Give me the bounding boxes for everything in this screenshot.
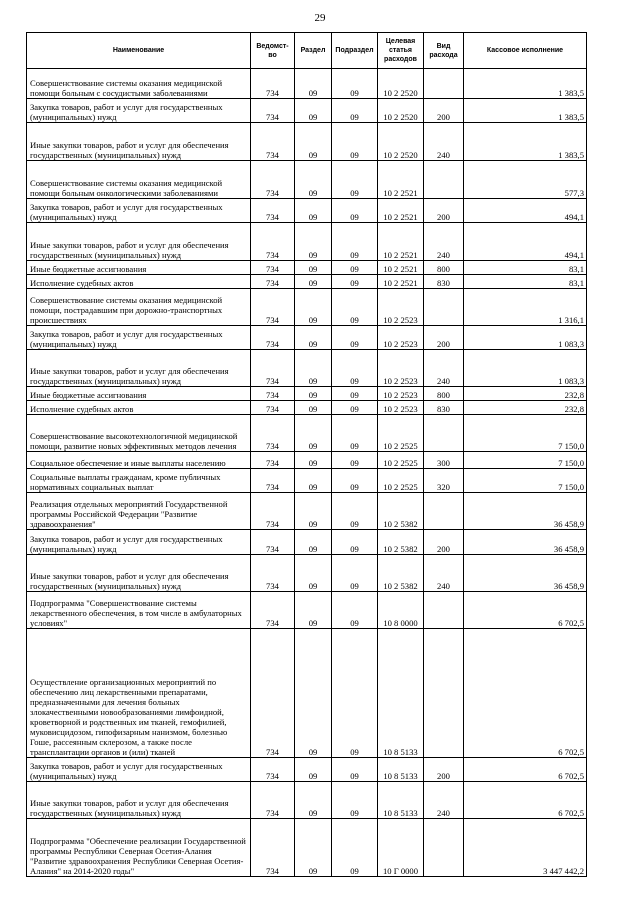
row-name: Совершенствование системы оказания медицинской помощи больным с сосудистыми заболеваниями — [27, 69, 251, 99]
row-expense-type — [424, 819, 464, 877]
table-row — [27, 401, 587, 415]
row-name: Иные бюджетные ассигнования — [27, 261, 251, 275]
row-execution: 36 458,9 — [464, 530, 587, 555]
row-section: 09 — [295, 161, 332, 199]
row-section: 09 — [295, 819, 332, 877]
table-row — [27, 275, 587, 289]
row-execution: 6 702,5 — [464, 629, 587, 758]
row-expense-type — [424, 289, 464, 326]
table-row — [27, 629, 587, 758]
row-section: 09 — [295, 387, 332, 401]
row-expense-type — [424, 629, 464, 758]
row-ministry: 734 — [251, 289, 295, 326]
row-ministry: 734 — [251, 782, 295, 819]
table-row — [27, 555, 587, 592]
row-ministry: 734 — [251, 629, 295, 758]
row-target: 10 2 2523 — [378, 289, 424, 326]
table-row — [27, 326, 587, 350]
row-expense-type: 200 — [424, 326, 464, 350]
row-execution: 1 316,1 — [464, 289, 587, 326]
table-row — [27, 161, 587, 199]
row-section: 09 — [295, 223, 332, 261]
row-subsection: 09 — [332, 123, 378, 161]
table-row — [27, 261, 587, 275]
row-name: Иные бюджетные ассигнования — [27, 387, 251, 401]
row-subsection: 09 — [332, 819, 378, 877]
page-number: 29 — [314, 12, 326, 24]
row-expense-type: 200 — [424, 199, 464, 223]
table-row — [27, 123, 587, 161]
row-section: 09 — [295, 350, 332, 387]
row-subsection: 09 — [332, 592, 378, 629]
row-target: 10 2 2523 — [378, 387, 424, 401]
header-expense-type: Вид расхода — [424, 33, 464, 69]
row-name: Подпрограмма "Совершенствование системы лекарственного обеспечения, в том числе в амбулаторных условиях" — [27, 592, 251, 629]
row-ministry: 734 — [251, 223, 295, 261]
row-execution: 3 447 442,2 — [464, 819, 587, 877]
row-ministry: 734 — [251, 199, 295, 223]
row-execution: 1 383,5 — [464, 123, 587, 161]
row-target: 10 8 5133 — [378, 629, 424, 758]
row-execution: 494,1 — [464, 199, 587, 223]
row-expense-type — [424, 69, 464, 99]
header-name: Наименование — [27, 33, 251, 69]
table-row — [27, 350, 587, 387]
row-subsection: 09 — [332, 199, 378, 223]
row-expense-type: 200 — [424, 99, 464, 123]
row-subsection: 09 — [332, 99, 378, 123]
row-name: Совершенствование высокотехнологичной медицинской помощи, развитие новых эффективных методов лечения — [27, 415, 251, 452]
row-target: 10 8 5133 — [378, 758, 424, 782]
row-section: 09 — [295, 758, 332, 782]
row-ministry: 734 — [251, 555, 295, 592]
row-execution: 83,1 — [464, 261, 587, 275]
row-execution: 36 458,9 — [464, 555, 587, 592]
row-target: 10 2 2521 — [378, 199, 424, 223]
row-target: 10 Г 0000 — [378, 819, 424, 877]
row-execution: 494,1 — [464, 223, 587, 261]
row-name: Закупка товаров, работ и услуг для государственных (муниципальных) нужд — [27, 326, 251, 350]
row-ministry: 734 — [251, 401, 295, 415]
row-name: Закупка товаров, работ и услуг для государственных (муниципальных) нужд — [27, 199, 251, 223]
row-subsection: 09 — [332, 493, 378, 530]
row-execution: 7 150,0 — [464, 469, 587, 493]
row-ministry: 734 — [251, 326, 295, 350]
row-subsection: 09 — [332, 530, 378, 555]
row-section: 09 — [295, 199, 332, 223]
row-ministry: 734 — [251, 452, 295, 469]
row-ministry: 734 — [251, 350, 295, 387]
row-name: Закупка товаров, работ и услуг для государственных (муниципальных) нужд — [27, 758, 251, 782]
row-section: 09 — [295, 261, 332, 275]
table-row — [27, 493, 587, 530]
row-expense-type — [424, 161, 464, 199]
row-execution: 1 083,3 — [464, 326, 587, 350]
row-expense-type: 800 — [424, 261, 464, 275]
table-row — [27, 782, 587, 819]
row-target: 10 2 2521 — [378, 275, 424, 289]
table-row — [27, 469, 587, 493]
row-expense-type: 830 — [424, 275, 464, 289]
table-row — [27, 452, 587, 469]
row-ministry: 734 — [251, 530, 295, 555]
row-subsection: 09 — [332, 629, 378, 758]
row-section: 09 — [295, 452, 332, 469]
row-subsection: 09 — [332, 261, 378, 275]
row-execution: 577,3 — [464, 161, 587, 199]
row-name: Исполнение судебных актов — [27, 275, 251, 289]
row-execution: 232,8 — [464, 401, 587, 415]
row-subsection: 09 — [332, 401, 378, 415]
row-name: Совершенствование системы оказания медицинской помощи, пострадавшим при дорожно-транспортных происшествиях — [27, 289, 251, 326]
table-row — [27, 415, 587, 452]
table-row — [27, 819, 587, 877]
table-row — [27, 289, 587, 326]
row-target: 10 2 2525 — [378, 469, 424, 493]
row-section: 09 — [295, 275, 332, 289]
row-section: 09 — [295, 326, 332, 350]
row-ministry: 734 — [251, 758, 295, 782]
row-target: 10 2 5382 — [378, 530, 424, 555]
row-subsection: 09 — [332, 326, 378, 350]
row-section: 09 — [295, 782, 332, 819]
row-subsection: 09 — [332, 289, 378, 326]
table-header-row — [27, 33, 587, 69]
row-expense-type: 200 — [424, 758, 464, 782]
row-target: 10 8 0000 — [378, 592, 424, 629]
row-name: Социальное обеспечение и иные выплаты населению — [27, 452, 251, 469]
budget-table — [26, 32, 587, 877]
row-target: 10 2 2520 — [378, 123, 424, 161]
row-subsection: 09 — [332, 555, 378, 592]
row-section: 09 — [295, 629, 332, 758]
table-row — [27, 758, 587, 782]
row-target: 10 2 5382 — [378, 555, 424, 592]
row-ministry: 734 — [251, 275, 295, 289]
row-name: Подпрограмма "Обеспечение реализации Государственной программы Республики Северная Осетия-Алания "Развитие здравоохранения Республики Северная Осетия-Алания" на 2014-2020 годы" — [27, 819, 251, 877]
row-target: 10 2 2521 — [378, 161, 424, 199]
header-execution: Кассовое исполнение — [464, 33, 587, 69]
row-target: 10 2 2523 — [378, 401, 424, 415]
row-target: 10 2 2520 — [378, 69, 424, 99]
table-row — [27, 199, 587, 223]
table-row — [27, 592, 587, 629]
row-section: 09 — [295, 493, 332, 530]
row-target: 10 2 5382 — [378, 493, 424, 530]
row-section: 09 — [295, 555, 332, 592]
row-execution: 83,1 — [464, 275, 587, 289]
row-name: Закупка товаров, работ и услуг для государственных (муниципальных) нужд — [27, 530, 251, 555]
row-name: Осуществление организационных мероприятий по обеспечению лиц лекарственными препаратами, предназначенными для лечения больных злокачественными новообразованиями лимфоидной, кроветворной и родственных им тканей, гемофилией, муковисцидозом, гипофизарным нанизмом, болезнью Гоше, рассеянным склерозом, а также после трансплантации органов и (или) тканей — [27, 629, 251, 758]
row-section: 09 — [295, 123, 332, 161]
row-expense-type: 200 — [424, 530, 464, 555]
row-name: Иные закупки товаров, работ и услуг для обеспечения государственных (муниципальных) нужд — [27, 555, 251, 592]
table-row — [27, 223, 587, 261]
row-subsection: 09 — [332, 275, 378, 289]
row-execution: 6 702,5 — [464, 782, 587, 819]
row-expense-type: 240 — [424, 350, 464, 387]
row-expense-type: 830 — [424, 401, 464, 415]
row-expense-type: 300 — [424, 452, 464, 469]
row-target: 10 2 2525 — [378, 415, 424, 452]
row-section: 09 — [295, 401, 332, 415]
row-section: 09 — [295, 469, 332, 493]
row-target: 10 2 2525 — [378, 452, 424, 469]
row-subsection: 09 — [332, 452, 378, 469]
row-name: Реализация отдельных мероприятий Государственной программы Российской Федерации "Развитие здравоохранения" — [27, 493, 251, 530]
row-ministry: 734 — [251, 387, 295, 401]
row-ministry: 734 — [251, 493, 295, 530]
row-ministry: 734 — [251, 469, 295, 493]
row-expense-type: 240 — [424, 782, 464, 819]
row-ministry: 734 — [251, 819, 295, 877]
row-expense-type: 240 — [424, 555, 464, 592]
row-target: 10 2 2523 — [378, 350, 424, 387]
row-name: Иные закупки товаров, работ и услуг для обеспечения государственных (муниципальных) нужд — [27, 123, 251, 161]
header-target: Целевая статья расходов — [378, 33, 424, 69]
row-section: 09 — [295, 592, 332, 629]
row-expense-type — [424, 592, 464, 629]
row-subsection: 09 — [332, 758, 378, 782]
header-subsection: Подраздел — [332, 33, 378, 69]
row-execution: 7 150,0 — [464, 415, 587, 452]
row-execution: 1 383,5 — [464, 69, 587, 99]
row-name: Иные закупки товаров, работ и услуг для обеспечения государственных (муниципальных) нужд — [27, 350, 251, 387]
row-section: 09 — [295, 415, 332, 452]
header-section: Раздел — [295, 33, 332, 69]
table-row — [27, 530, 587, 555]
row-target: 10 2 2520 — [378, 99, 424, 123]
row-ministry: 734 — [251, 99, 295, 123]
row-ministry: 734 — [251, 123, 295, 161]
row-expense-type: 240 — [424, 123, 464, 161]
row-execution: 36 458,9 — [464, 493, 587, 530]
row-subsection: 09 — [332, 69, 378, 99]
row-ministry: 734 — [251, 161, 295, 199]
row-name: Иные закупки товаров, работ и услуг для обеспечения государственных (муниципальных) нужд — [27, 782, 251, 819]
row-execution: 1 083,3 — [464, 350, 587, 387]
row-subsection: 09 — [332, 223, 378, 261]
row-section: 09 — [295, 289, 332, 326]
row-ministry: 734 — [251, 261, 295, 275]
row-subsection: 09 — [332, 782, 378, 819]
row-subsection: 09 — [332, 415, 378, 452]
row-target: 10 2 2521 — [378, 261, 424, 275]
row-execution: 232,8 — [464, 387, 587, 401]
row-ministry: 734 — [251, 415, 295, 452]
row-name: Закупка товаров, работ и услуг для государственных (муниципальных) нужд — [27, 99, 251, 123]
row-target: 10 2 2523 — [378, 326, 424, 350]
row-name: Совершенствование системы оказания медицинской помощи больным онкологическими заболеваниями — [27, 161, 251, 199]
row-section: 09 — [295, 69, 332, 99]
row-subsection: 09 — [332, 387, 378, 401]
row-name: Социальные выплаты гражданам, кроме публичных нормативных социальных выплат — [27, 469, 251, 493]
table-row — [27, 69, 587, 99]
row-name: Иные закупки товаров, работ и услуг для обеспечения государственных (муниципальных) нужд — [27, 223, 251, 261]
row-subsection: 09 — [332, 469, 378, 493]
row-expense-type: 240 — [424, 223, 464, 261]
table-row — [27, 99, 587, 123]
row-execution: 6 702,5 — [464, 592, 587, 629]
row-section: 09 — [295, 530, 332, 555]
row-subsection: 09 — [332, 350, 378, 387]
row-expense-type — [424, 493, 464, 530]
row-target: 10 2 2521 — [378, 223, 424, 261]
row-ministry: 734 — [251, 592, 295, 629]
row-target: 10 8 5133 — [378, 782, 424, 819]
row-execution: 7 150,0 — [464, 452, 587, 469]
row-name: Исполнение судебных актов — [27, 401, 251, 415]
row-section: 09 — [295, 99, 332, 123]
row-ministry: 734 — [251, 69, 295, 99]
row-subsection: 09 — [332, 161, 378, 199]
row-execution: 1 383,5 — [464, 99, 587, 123]
row-expense-type: 320 — [424, 469, 464, 493]
table-row — [27, 387, 587, 401]
row-expense-type — [424, 415, 464, 452]
row-expense-type: 800 — [424, 387, 464, 401]
row-execution: 6 702,5 — [464, 758, 587, 782]
header-ministry: Ведомст-во — [251, 33, 295, 69]
